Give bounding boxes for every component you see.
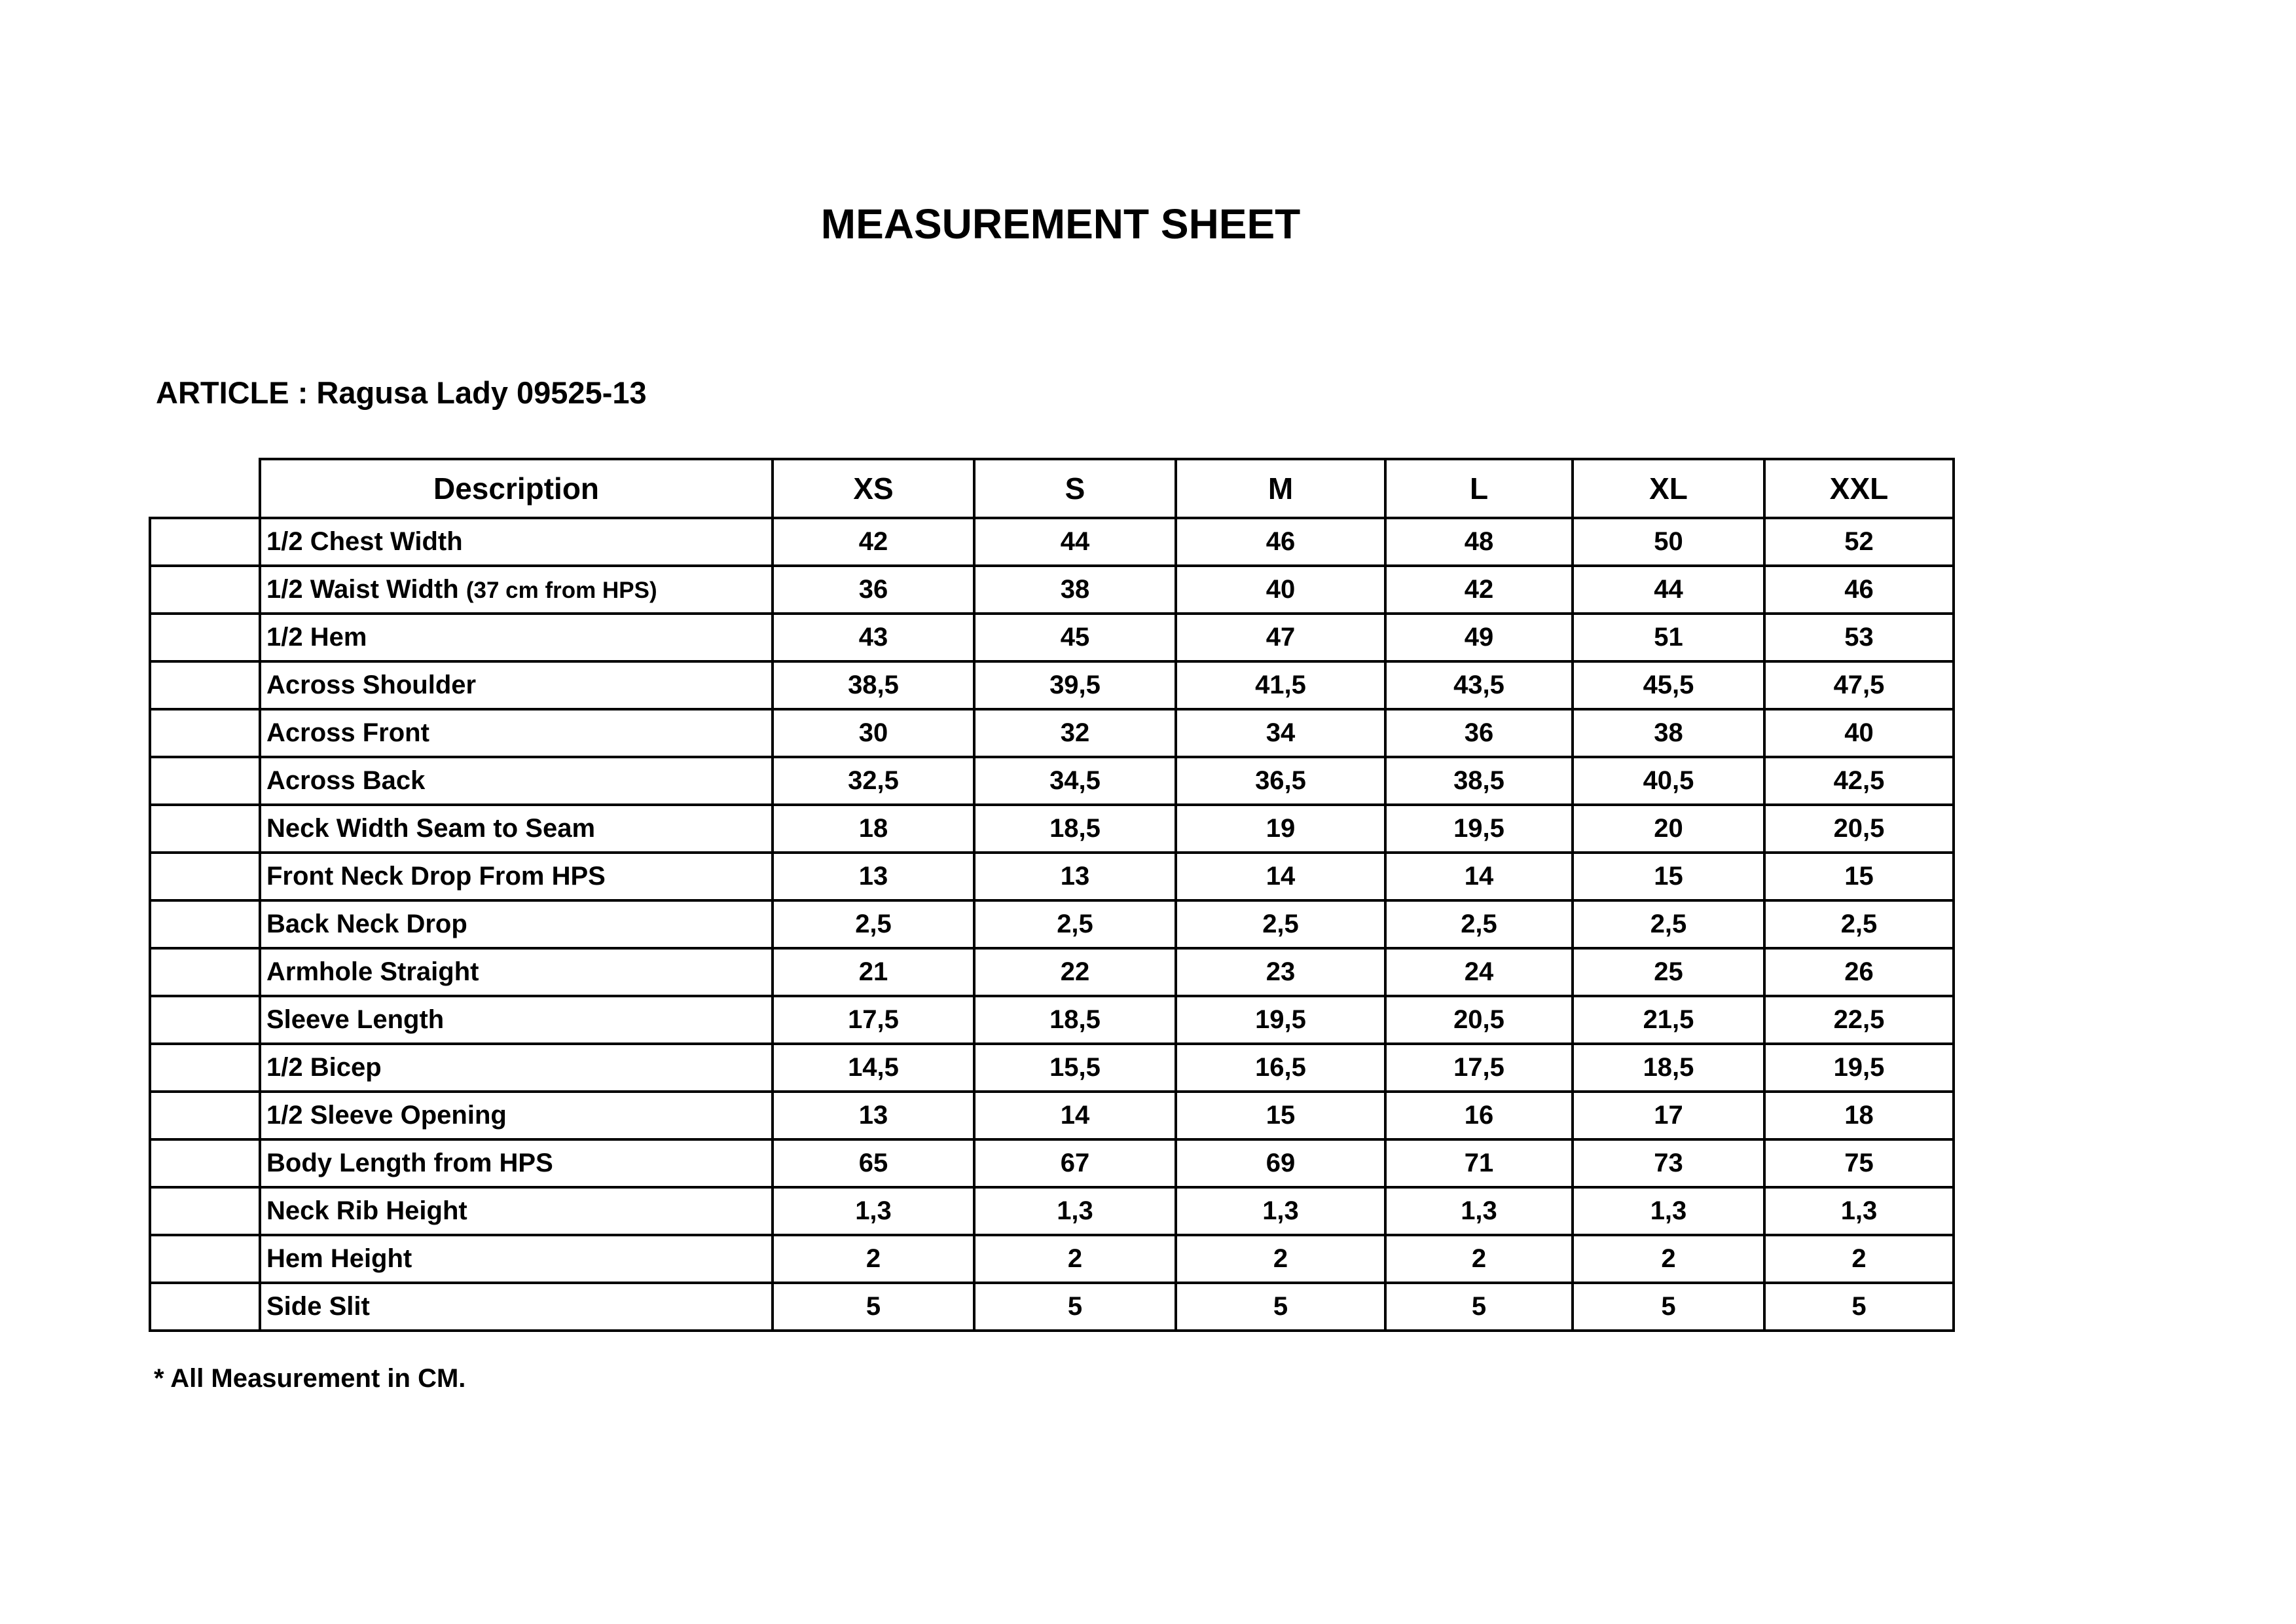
- page-title: MEASUREMENT SHEET: [820, 200, 1301, 248]
- value-cell: 47: [1176, 614, 1385, 661]
- value-cell: 15: [1176, 1092, 1385, 1139]
- value-cell: 23: [1176, 948, 1385, 996]
- value-cell: 19,5: [1385, 805, 1573, 853]
- description-cell: [260, 900, 773, 948]
- description-text: Across Back: [266, 766, 426, 795]
- value-cell: 40: [1764, 709, 1954, 757]
- value-cell: 38,5: [1385, 757, 1573, 805]
- blank-cell: [150, 709, 260, 757]
- description-text: Hem Height: [266, 1244, 412, 1273]
- value-cell: 15,5: [974, 1044, 1176, 1092]
- value-cell: 2: [1573, 1235, 1764, 1283]
- blank-cell: [150, 1235, 260, 1283]
- value-cell: 43: [773, 614, 974, 661]
- value-cell: 5: [773, 1283, 974, 1331]
- value-cell: 43,5: [1385, 661, 1573, 709]
- blank-cell: [150, 1187, 260, 1235]
- value-cell: 14,5: [773, 1044, 974, 1092]
- value-cell: 75: [1764, 1139, 1954, 1187]
- value-cell: 24: [1385, 948, 1573, 996]
- value-cell: 2: [1176, 1235, 1385, 1283]
- table-row: [150, 709, 1954, 757]
- value-cell: 69: [1176, 1139, 1385, 1187]
- value-cell: 18,5: [974, 805, 1176, 853]
- value-cell: 47,5: [1764, 661, 1954, 709]
- description-text: Sleeve Length: [266, 1005, 445, 1034]
- description-text: Neck Rib Height: [266, 1196, 467, 1225]
- value-cell: 46: [1176, 518, 1385, 566]
- description-text: Armhole Straight: [266, 957, 479, 986]
- description-cell: [260, 805, 773, 853]
- article-label: ARTICLE : Ragusa Lady 09525-13: [156, 375, 647, 410]
- value-cell: 40,5: [1573, 757, 1764, 805]
- header-cell: Description: [260, 459, 773, 518]
- value-cell: 52: [1764, 518, 1954, 566]
- value-cell: 2: [1385, 1235, 1573, 1283]
- value-cell: 53: [1764, 614, 1954, 661]
- value-cell: 73: [1573, 1139, 1764, 1187]
- value-cell: 1,3: [1573, 1187, 1764, 1235]
- blank-cell: [150, 1139, 260, 1187]
- blank-header-cell: [150, 459, 260, 518]
- description-cell: [260, 1139, 773, 1187]
- value-cell: 20: [1573, 805, 1764, 853]
- value-cell: 5: [1573, 1283, 1764, 1331]
- value-cell: 13: [773, 853, 974, 900]
- value-cell: 21,5: [1573, 996, 1764, 1044]
- description-note: (37 cm from HPS): [465, 578, 657, 603]
- table-body: [150, 518, 1954, 1331]
- description-text: Side Slit: [266, 1292, 370, 1321]
- value-cell: 2,5: [1573, 900, 1764, 948]
- table-row: [150, 853, 1954, 900]
- value-cell: 2: [974, 1235, 1176, 1283]
- value-cell: 36,5: [1176, 757, 1385, 805]
- value-cell: 2,5: [974, 900, 1176, 948]
- value-cell: 18: [1764, 1092, 1954, 1139]
- value-cell: 17,5: [773, 996, 974, 1044]
- value-cell: 2: [773, 1235, 974, 1283]
- description-cell: [260, 1235, 773, 1283]
- value-cell: 14: [1176, 853, 1385, 900]
- value-cell: 5: [1385, 1283, 1573, 1331]
- value-cell: 1,3: [1176, 1187, 1385, 1235]
- value-cell: 34,5: [974, 757, 1176, 805]
- footnote: * All Measurement in CM.: [154, 1364, 466, 1393]
- value-cell: 5: [1176, 1283, 1385, 1331]
- value-cell: 67: [974, 1139, 1176, 1187]
- table-row: [150, 996, 1954, 1044]
- description-text: Body Length from HPS: [266, 1149, 553, 1177]
- blank-cell: [150, 566, 260, 614]
- description-text: Back Neck Drop: [266, 910, 467, 938]
- value-cell: 38: [974, 566, 1176, 614]
- blank-cell: [150, 948, 260, 996]
- header-cell: XXL: [1764, 459, 1954, 518]
- description-cell: [260, 614, 773, 661]
- value-cell: 19: [1176, 805, 1385, 853]
- value-cell: 36: [773, 566, 974, 614]
- value-cell: 18: [773, 805, 974, 853]
- value-cell: 14: [974, 1092, 1176, 1139]
- measurement-table: [149, 458, 1955, 1332]
- table-row: [150, 900, 1954, 948]
- description-text: Front Neck Drop From HPS: [266, 862, 606, 891]
- value-cell: 5: [974, 1283, 1176, 1331]
- value-cell: 32,5: [773, 757, 974, 805]
- blank-cell: [150, 614, 260, 661]
- value-cell: 44: [974, 518, 1176, 566]
- table-row: [150, 1139, 1954, 1187]
- header-cell: XS: [773, 459, 974, 518]
- value-cell: 19,5: [1176, 996, 1385, 1044]
- description-cell: [260, 709, 773, 757]
- header-cell: M: [1176, 459, 1385, 518]
- description-cell: [260, 996, 773, 1044]
- description-cell: [260, 1283, 773, 1331]
- value-cell: 15: [1573, 853, 1764, 900]
- description-cell: [260, 518, 773, 566]
- value-cell: 65: [773, 1139, 974, 1187]
- description-text: 1/2 Bicep: [266, 1053, 382, 1082]
- value-cell: 71: [1385, 1139, 1573, 1187]
- description-cell: [260, 1044, 773, 1092]
- value-cell: 13: [974, 853, 1176, 900]
- value-cell: 20,5: [1385, 996, 1573, 1044]
- value-cell: 2,5: [1385, 900, 1573, 948]
- value-cell: 2: [1764, 1235, 1954, 1283]
- value-cell: 51: [1573, 614, 1764, 661]
- description-cell: [260, 1092, 773, 1139]
- description-text: Across Shoulder: [266, 671, 477, 699]
- description-text: 1/2 Chest Width: [266, 527, 463, 556]
- value-cell: 32: [974, 709, 1176, 757]
- table-row: [150, 1092, 1954, 1139]
- blank-cell: [150, 853, 260, 900]
- value-cell: 45,5: [1573, 661, 1764, 709]
- value-cell: 17,5: [1385, 1044, 1573, 1092]
- description-cell: [260, 757, 773, 805]
- value-cell: 25: [1573, 948, 1764, 996]
- value-cell: 18,5: [974, 996, 1176, 1044]
- value-cell: 34: [1176, 709, 1385, 757]
- value-cell: 46: [1764, 566, 1954, 614]
- value-cell: 17: [1573, 1092, 1764, 1139]
- description-cell: [260, 661, 773, 709]
- table-row: [150, 1187, 1954, 1235]
- blank-cell: [150, 757, 260, 805]
- header-cell: L: [1385, 459, 1573, 518]
- description-cell: [260, 853, 773, 900]
- table-row: [150, 1283, 1954, 1331]
- table-row: [150, 661, 1954, 709]
- value-cell: 1,3: [1764, 1187, 1954, 1235]
- header-cell: XL: [1573, 459, 1764, 518]
- table-row: [150, 948, 1954, 996]
- value-cell: 2,5: [773, 900, 974, 948]
- header-row: [150, 459, 1954, 518]
- value-cell: 45: [974, 614, 1176, 661]
- value-cell: 26: [1764, 948, 1954, 996]
- table-row: [150, 757, 1954, 805]
- blank-cell: [150, 996, 260, 1044]
- value-cell: 49: [1385, 614, 1573, 661]
- description-text: 1/2 Waist Width: [266, 575, 459, 604]
- table-row: [150, 805, 1954, 853]
- value-cell: 2,5: [1764, 900, 1954, 948]
- value-cell: 1,3: [1385, 1187, 1573, 1235]
- description-cell: [260, 566, 773, 614]
- description-cell: [260, 948, 773, 996]
- value-cell: 2,5: [1176, 900, 1385, 948]
- blank-cell: [150, 661, 260, 709]
- value-cell: 1,3: [974, 1187, 1176, 1235]
- blank-cell: [150, 1044, 260, 1092]
- value-cell: 30: [773, 709, 974, 757]
- value-cell: 38,5: [773, 661, 974, 709]
- value-cell: 22,5: [1764, 996, 1954, 1044]
- blank-cell: [150, 805, 260, 853]
- blank-cell: [150, 518, 260, 566]
- value-cell: 18,5: [1573, 1044, 1764, 1092]
- value-cell: 16: [1385, 1092, 1573, 1139]
- value-cell: 19,5: [1764, 1044, 1954, 1092]
- value-cell: 15: [1764, 853, 1954, 900]
- header-cell: S: [974, 459, 1176, 518]
- value-cell: 42: [1385, 566, 1573, 614]
- description-text: 1/2 Sleeve Opening: [266, 1101, 507, 1130]
- table-row: [150, 614, 1954, 661]
- value-cell: 42,5: [1764, 757, 1954, 805]
- value-cell: 41,5: [1176, 661, 1385, 709]
- description-cell: [260, 1187, 773, 1235]
- value-cell: 20,5: [1764, 805, 1954, 853]
- value-cell: 22: [974, 948, 1176, 996]
- blank-cell: [150, 900, 260, 948]
- value-cell: 50: [1573, 518, 1764, 566]
- value-cell: 42: [773, 518, 974, 566]
- value-cell: 1,3: [773, 1187, 974, 1235]
- blank-cell: [150, 1283, 260, 1331]
- value-cell: 13: [773, 1092, 974, 1139]
- table-row: [150, 1235, 1954, 1283]
- value-cell: 39,5: [974, 661, 1176, 709]
- value-cell: 44: [1573, 566, 1764, 614]
- value-cell: 21: [773, 948, 974, 996]
- table-row: [150, 518, 1954, 566]
- description-text: 1/2 Hem: [266, 623, 367, 652]
- value-cell: 14: [1385, 853, 1573, 900]
- table-row: [150, 566, 1954, 614]
- value-cell: 5: [1764, 1283, 1954, 1331]
- value-cell: 48: [1385, 518, 1573, 566]
- blank-cell: [150, 1092, 260, 1139]
- description-text: Neck Width Seam to Seam: [266, 814, 596, 843]
- value-cell: 36: [1385, 709, 1573, 757]
- value-cell: 38: [1573, 709, 1764, 757]
- value-cell: 40: [1176, 566, 1385, 614]
- description-text: Across Front: [266, 718, 429, 747]
- value-cell: 16,5: [1176, 1044, 1385, 1092]
- table-row: [150, 1044, 1954, 1092]
